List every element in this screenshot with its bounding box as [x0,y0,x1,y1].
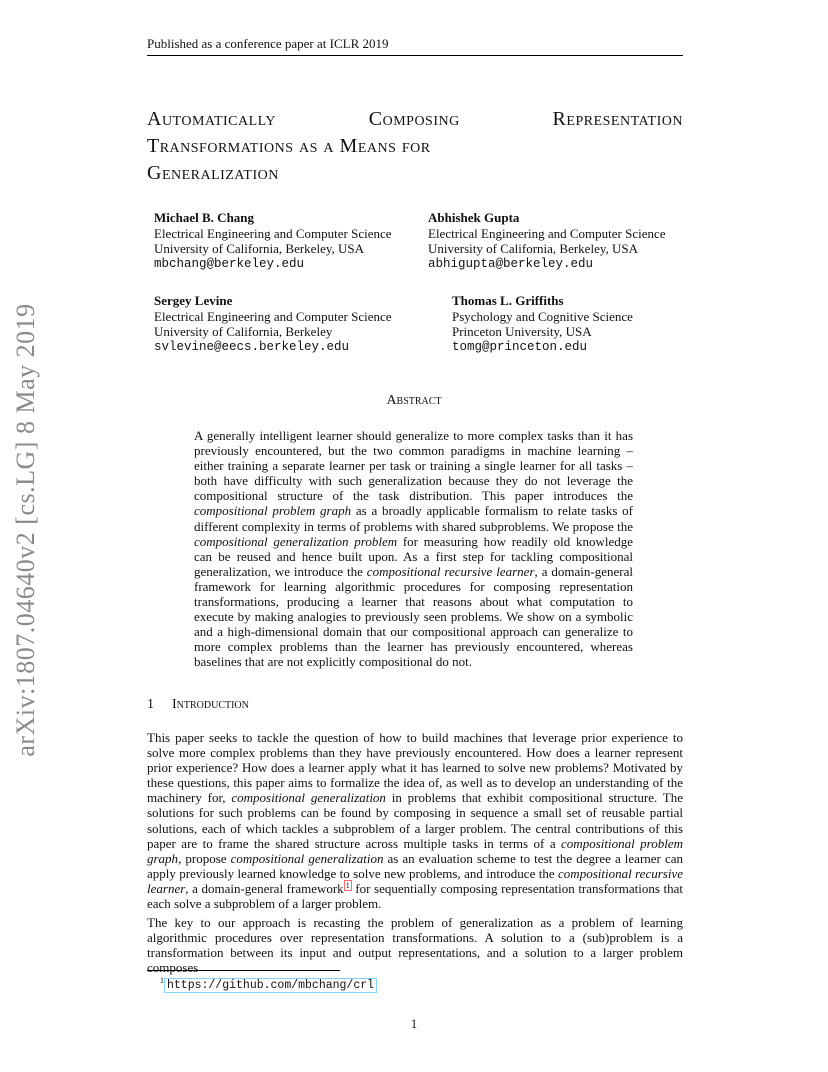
title-line-3: Generalization [147,162,279,184]
title-line-2: Transformations as a Means for [147,135,431,157]
author-email[interactable]: svlevine@eecs.berkeley.edu [154,339,350,354]
author-affiliation: Psychology and Cognitive Science [452,308,633,324]
abstract-text: , a domain-general framework for learning algorithmic procedures for composing representation transformations, producing a learner that reasons about what computation to execute by making analogies to previously seen problems. We show on a symbolic and a high-dimensional domain that our compositional approach can generalize to more complex problems than the learner has previously encountered, whereas baselines that are not explicitly compositional do not. [194,563,633,670]
author-email[interactable]: mbchang@berkeley.edu [154,256,305,271]
abstract-text: as a broadly applicable formalism to relate tasks of different complexity in terms of problems with shared subproblems. We propose the [194,503,633,534]
footnote-divider [147,970,340,971]
section-heading [147,697,249,713]
author-email[interactable]: tomg@princeton.edu [452,339,588,354]
footnote-mark: 1 [160,976,164,985]
author-affiliation: Electrical Engineering and Computer Science [428,225,666,241]
paragraph-text: in problems that exhibit compositional structure. The solutions for such problems can be found by composing in sequence a small set of reusable partial solutions, each of which tackles a subproblem of a larger problem. The central contributions of this paper are to frame the shared structure across multiple tasks in terms of a [147,790,683,851]
abstract-emphasis: compositional problem graph [194,503,352,519]
author-institution: University of California, Berkeley, USA [154,241,364,256]
author-email[interactable]: abhigupta@berkeley.edu [428,256,594,271]
author-institution: University of California, Berkeley, USA [428,241,638,256]
author-affiliation: Electrical Engineering and Computer Science [154,225,392,241]
abstract-text: for measuring how readily old knowledge can be reused and hence built upon. As a first step for tackling compositional generalization, we introduce the [194,533,633,579]
author-name: Thomas L. Griffiths [452,293,564,308]
intro-paragraph-2: The key to our approach is recasting the problem of generalization as a problem of learning algorithmic procedures over representation transformations. A solution to a (sub)problem is a transformation between its input and output representations, and a solution to a larger problem composes [147,915,683,976]
author-block [452,293,633,355]
abstract-text: A generally intelligent learner should generalize to more complex tasks than it has previously encountered, but the two common paradigms in machine learning – either training a separate learner per task or training a single learner for all tasks – both have difficulty with such generalization because they do not leverage the compositional structure of the task distribution. This paper introduces the [194,428,633,504]
arxiv-identifier: arXiv:1807.04640v2 [cs.LG] 8 May 2019 [11,303,40,757]
footnote-link[interactable]: https://github.com/mbchang/crl [164,978,377,993]
abstract-emphasis: compositional recursive learner [366,563,535,579]
paragraph-emphasis: compositional recursive learner [147,865,683,896]
paragraph-emphasis: compositional problem graph [147,835,683,866]
author-name: Abhishek Gupta [428,210,520,225]
paragraph-text: , propose [178,850,231,866]
footnote-reference[interactable]: 1 [345,880,350,890]
paragraph-text: This paper seeks to tackle the question of how to build machines that leverage prior experience to solve more complex problems than they have previously encountered. How does a learner represent prior experience? How does a learner apply what it has learned to solve new problems? Motivated by these questions, this paper aims to formalize the idea of, as well as to develop an understanding of the machinery for, [147,730,683,806]
paragraph-emphasis: compositional generalization [230,850,384,866]
author-institution: University of California, Berkeley [154,324,333,339]
paragraph-text: for sequentially composing representation transformations that each solve a subproblem of a larger problem. [147,880,683,912]
title-line-1: Automatically Composing Representation [147,108,683,130]
author-block [428,210,666,272]
author-block [154,293,392,355]
author-block [154,210,392,272]
page-number: 1 [410,1016,418,1031]
author-institution: Princeton University, USA [452,324,592,339]
author-affiliation: Electrical Engineering and Computer Science [154,308,392,324]
paper-title [147,106,683,187]
abstract-emphasis: compositional generalization problem [194,533,398,549]
footnote [160,976,377,992]
abstract-body [194,428,633,670]
paragraph-text: as an evaluation scheme to test the degree a learner can apply previously learned knowledge to solve new problems, and introduce the [147,850,683,881]
section-title: Introduction [172,697,249,712]
abstract-heading: Abstract [386,393,442,408]
author-name: Michael B. Chang [154,210,255,225]
author-name: Sergey Levine [154,293,233,308]
running-header: Published as a conference paper at ICLR 2019 [147,36,683,56]
intro-paragraph-1 [147,730,683,911]
section-number: 1 [147,697,154,712]
paragraph-emphasis: compositional generalization [231,790,386,806]
arxiv-sidebar [6,300,46,760]
paragraph-text: , a domain-general framework [185,880,344,896]
